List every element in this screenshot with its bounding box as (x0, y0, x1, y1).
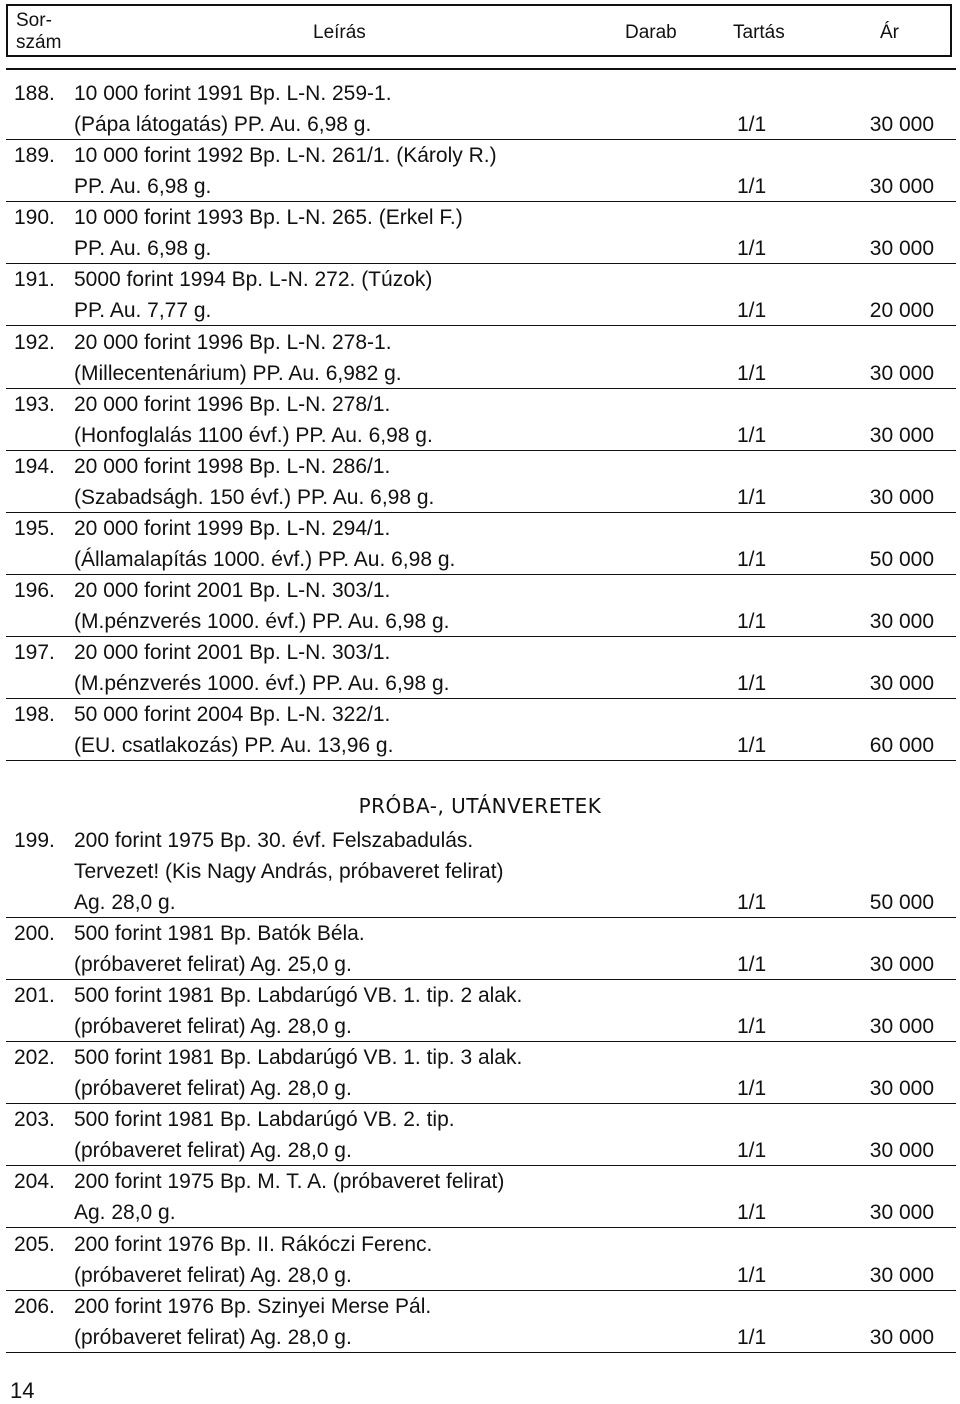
entry-tartas: 1/1 (737, 734, 767, 758)
entry-description: 50 000 forint 2004 Bp. L-N. 322/1. (74, 703, 391, 726)
entry-number: 200. (14, 922, 55, 945)
entry-tartas: 1/1 (737, 1139, 767, 1163)
entry-price: 30 000 (869, 1326, 934, 1350)
entry-price: 50 000 (869, 891, 934, 915)
entry-description: 500 forint 1981 Bp. Labdarúgó VB. 2. tip. (74, 1108, 455, 1131)
entry-description: PP. Au. 6,98 g. (74, 237, 212, 261)
page-number: 14 (10, 1378, 35, 1403)
entry-divider (6, 1352, 956, 1353)
entry-description: (próbaveret felirat) Ag. 25,0 g. (74, 953, 352, 977)
entry-number: 194. (14, 455, 55, 478)
entry-description: (próbaveret felirat) Ag. 28,0 g. (74, 1139, 352, 1163)
entry-description: (EU. csatlakozás) PP. Au. 13,96 g. (74, 734, 394, 758)
entry-description: (M.pénzverés 1000. évf.) PP. Au. 6,98 g. (74, 610, 450, 634)
entry-description: 500 forint 1981 Bp. Labdarúgó VB. 1. tip. 3 alak. (74, 1046, 523, 1069)
entry-description: (Szabadságh. 150 évf.) PP. Au. 6,98 g. (74, 486, 435, 510)
entry-description: 20 000 forint 1996 Bp. L-N. 278-1. (74, 331, 392, 354)
entry-price: 30 000 (869, 424, 934, 448)
entry-number: 191. (14, 268, 55, 291)
entry-price: 30 000 (869, 1015, 934, 1039)
entry-number: 190. (14, 206, 55, 229)
header-sorszam: Sor-szám (16, 10, 62, 53)
entry-number: 193. (14, 393, 55, 416)
entry-number: 189. (14, 144, 55, 167)
table-header (6, 4, 952, 57)
entry-number: 192. (14, 331, 55, 354)
header-darab: Darab (625, 22, 677, 43)
entry-price: 20 000 (869, 299, 934, 323)
entry-description: 20 000 forint 2001 Bp. L-N. 303/1. (74, 641, 391, 664)
entry-price: 30 000 (869, 362, 934, 386)
entry-description: PP. Au. 6,98 g. (74, 175, 212, 199)
entry-price: 30 000 (869, 953, 934, 977)
entry-price: 50 000 (869, 548, 934, 572)
entry-description: PP. Au. 7,77 g. (74, 299, 212, 323)
entry-price: 30 000 (869, 237, 934, 261)
entry-price: 60 000 (869, 734, 934, 758)
entry-tartas: 1/1 (737, 953, 767, 977)
entry-description: (Államalapítás 1000. évf.) PP. Au. 6,98 g. (74, 548, 456, 572)
entry-price: 30 000 (869, 175, 934, 199)
entry-tartas: 1/1 (737, 1015, 767, 1039)
entry-description: 500 forint 1981 Bp. Labdarúgó VB. 1. tip. 2 alak. (74, 984, 523, 1007)
entry-number: 188. (14, 82, 55, 105)
entry-description: (próbaveret felirat) Ag. 28,0 g. (74, 1326, 352, 1350)
entry-tartas: 1/1 (737, 486, 767, 510)
section-title: PRÓBA-, UTÁNVERETEK (358, 794, 602, 818)
entry-number: 201. (14, 984, 55, 1007)
header-divider (6, 68, 956, 70)
entry-description: (Millecentenárium) PP. Au. 6,982 g. (74, 362, 402, 386)
entry-description: 500 forint 1981 Bp. Batók Béla. (74, 922, 365, 945)
entry-description: Ag. 28,0 g. (74, 891, 176, 915)
entry-description: (Honfoglalás 1100 évf.) PP. Au. 6,98 g. (74, 424, 433, 448)
entry-description: 200 forint 1976 Bp. Szinyei Merse Pál. (74, 1295, 432, 1318)
entry-description: (próbaveret felirat) Ag. 28,0 g. (74, 1264, 352, 1288)
entry-description: (próbaveret felirat) Ag. 28,0 g. (74, 1077, 352, 1101)
entry-tartas: 1/1 (737, 891, 767, 915)
entry-price: 30 000 (869, 113, 934, 137)
entry-description: 5000 forint 1994 Bp. L-N. 272. (Túzok) (74, 268, 433, 291)
entry-price: 30 000 (869, 1139, 934, 1163)
entry-tartas: 1/1 (737, 1201, 767, 1225)
entry-description: 200 forint 1975 Bp. 30. évf. Felszabadulás. (74, 829, 474, 852)
entry-price: 30 000 (869, 610, 934, 634)
entry-tartas: 1/1 (737, 237, 767, 261)
entry-tartas: 1/1 (737, 424, 767, 448)
entry-tartas: 1/1 (737, 362, 767, 386)
entry-tartas: 1/1 (737, 610, 767, 634)
entry-tartas: 1/1 (737, 1326, 767, 1350)
entry-price: 30 000 (869, 1264, 934, 1288)
entry-description: 10 000 forint 1993 Bp. L-N. 265. (Erkel F.) (74, 206, 463, 229)
entry-description: 20 000 forint 1998 Bp. L-N. 286/1. (74, 455, 391, 478)
entry-number: 197. (14, 641, 55, 664)
entry-description: 20 000 forint 1999 Bp. L-N. 294/1. (74, 517, 391, 540)
entry-price: 30 000 (869, 1201, 934, 1225)
entry-tartas: 1/1 (737, 175, 767, 199)
entry-number: 202. (14, 1046, 55, 1069)
entry-description: 10 000 forint 1992 Bp. L-N. 261/1. (Károly R.) (74, 144, 497, 167)
entry-description: 20 000 forint 2001 Bp. L-N. 303/1. (74, 579, 391, 602)
entry-number: 199. (14, 829, 55, 852)
entry-number: 196. (14, 579, 55, 602)
entry-price: 30 000 (869, 486, 934, 510)
entry-price: 30 000 (869, 672, 934, 696)
entry-number: 206. (14, 1295, 55, 1318)
entry-number: 195. (14, 517, 55, 540)
header-leiras: Leírás (313, 22, 366, 43)
entry-tartas: 1/1 (737, 672, 767, 696)
entry-description: 200 forint 1976 Bp. II. Rákóczi Ferenc. (74, 1233, 433, 1256)
entry-description: (próbaveret felirat) Ag. 28,0 g. (74, 1015, 352, 1039)
entry-description: (M.pénzverés 1000. évf.) PP. Au. 6,98 g. (74, 672, 450, 696)
entry-number: 203. (14, 1108, 55, 1131)
entry-number: 198. (14, 703, 55, 726)
entry-tartas: 1/1 (737, 1077, 767, 1101)
entry-tartas: 1/1 (737, 113, 767, 137)
header-tartas: Tartás (733, 22, 785, 43)
entry-tartas: 1/1 (737, 299, 767, 323)
entry-number: 205. (14, 1233, 55, 1256)
entry-price: 30 000 (869, 1077, 934, 1101)
entry-tartas: 1/1 (737, 1264, 767, 1288)
entry-description: Ag. 28,0 g. (74, 1201, 176, 1225)
entry-divider (6, 760, 956, 761)
entry-description: (Pápa látogatás) PP. Au. 6,98 g. (74, 113, 372, 137)
entry-description: Tervezet! (Kis Nagy András, próbaveret felirat) (74, 860, 504, 884)
header-ar: Ár (880, 22, 899, 43)
entry-tartas: 1/1 (737, 548, 767, 572)
entry-description: 20 000 forint 1996 Bp. L-N. 278/1. (74, 393, 391, 416)
entry-number: 204. (14, 1170, 55, 1193)
entry-description: 200 forint 1975 Bp. M. T. A. (próbaveret felirat) (74, 1170, 505, 1193)
entry-description: 10 000 forint 1991 Bp. L-N. 259-1. (74, 82, 392, 105)
